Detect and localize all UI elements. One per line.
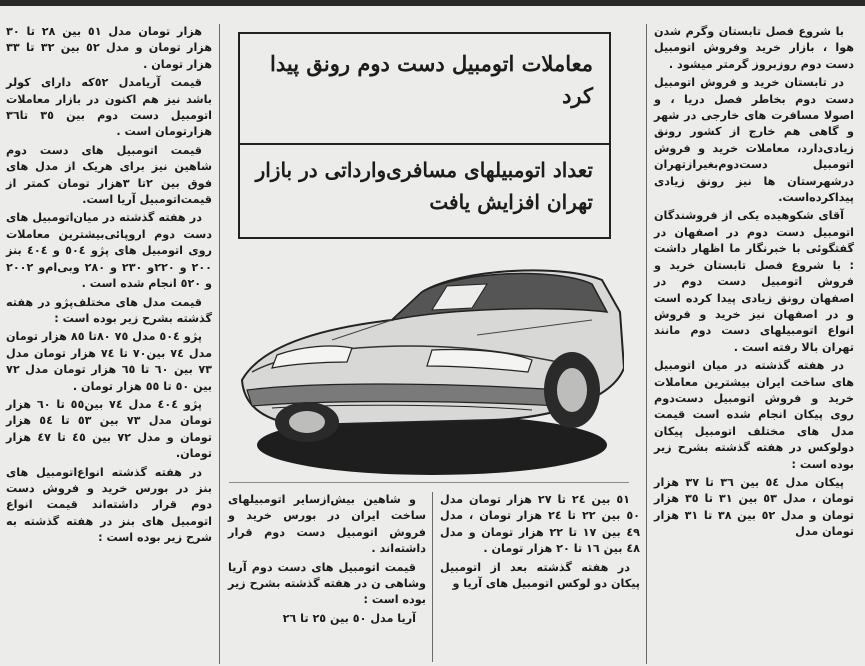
paragraph: قیمت اتومبیل های دست دوم آریا وشاهی ن در هفته گذشته بشرح زیر بوده است : [228,560,426,607]
paragraph: و شاهین بیش‌ازسایر اتومبیلهای ساخت ایران در بورس خرید و فروش اتومبیل دست دوم قرار داشته‌اند . [228,493,426,556]
paragraph: در تابستان خرید و فروش اتومبیل دست دوم بخاطر فصل دریا ، و اصولا مسافرت های خارجی در شهر و گاهی هم خارج از کشور رونق زیادی‌دارد، معاملات خرید و فروش اتومبیل دست‌دوم‌بغیرازتهران درشهرستان ها نیز رونق زیادی پیداکرده‌است. [654,76,854,205]
paragraph: هزار تومان مدل ٥١ بین ٢٨ تا ٣٠ هزار تومان و مدل ٥٢ بین ٣٢ تا ٣٣ هزار تومان . [6,25,213,71]
image-divider [229,482,629,483]
headline-sub: تعداد اتومبیلهای مسافری‌وارداتی در بازار تهران افزایش یافت [255,158,593,214]
paragraph: قیمت آریامدل ٥٢که دارای کولر باشد نیز هم اکنون در بازار معاملات اتومبیل دست دوم بین ٣٥ تا٣٦ هزارتومان است . [6,76,213,139]
article-column-center-left [228,492,426,629]
paragraph: در هفته گذشته در میان‌اتومبیل های دست دوم اروپائی‌بیشترین معاملات روی اتومبیل های پژو ٥٠٤ و ٤٠٤ بنز ٢٠٠ و ٢٢٠و ٢٣٠ و ٢٨٠ وبی‌ام‌و ٢٠٠٢ و ٥٢٠ انجام شده است . [6,211,212,291]
column-rule-center [432,492,433,662]
paragraph: پژو ٥٠٤ مدل ٧٥ ٨٠تا ٨٥ هزار تومان مدل ٧٤ بین٧٠ تا ٧٤ هزار تومان مدل ٧٣ بین ٦٠ تا ٦٥ هزار تومان مدل ٧٢ بین ٥٠ تا ٥٥ هزار تومان . [6,330,212,393]
column-rule-right [646,24,647,664]
paragraph: پیکان مدل ٥٤ بین ٣٦ تا ٣٧ هزار تومان ، مدل ٥٣ بین ٣١ تا ٣٥ هزار تومان و مدل ٥٢ بین ٣٨ تا ٣١ هزار تومان مدل [654,475,855,539]
article-column-right [654,24,854,543]
article-column-left [6,24,212,549]
paragraph: پژو ٤٠٤ مدل ٧٤ بین٥٥ تا ٦٠ هزار تومان مدل ٧٣ بین ٥٣ تا ٥٤ هزار تومان و مدل ٧٢ بین ٤٥ تا ٤٧ هزار تومان. [6,397,213,461]
headline-divider [240,143,609,145]
article-column-center-right [440,492,640,594]
paragraph: قیمت مدل های مختلف‌پژو در هفته گذشته بشرح زیر بوده است : [6,295,212,325]
paragraph: آریا مدل ٥٠ بین ٢٥ تا ٢٦ [282,611,416,625]
top-border [0,0,865,6]
car-illustration [232,250,624,480]
paragraph: در هفته گذشته در میان اتومبیل های ساخت ایران بیشترین معاملات خرید و فروش اتومبیل دست‌دوم روی پیکان انجام شده است قیمت مدل های مختلف اتومبیل پیکان دولوکس در هفته گذشته بشرح زیر بوده است : [654,359,854,471]
paragraph: در هفته گذشته انواع‌اتومبیل های بنز در بورس خرید و فروش دست دوم قرار داشته‌اند قیمت انواع اتومبیل های بنز در هفته گذشته به شرح زیر بوده است : [6,465,212,545]
paragraph: قیمت اتومبیل های دست دوم شاهین نیز برای هریک از مدل های فوق بین ٢تا ٣هزار تومان کمتر از قیمت‌اتومبیل آریا است. [6,143,213,207]
headline-main: معاملات اتومبیل دست دوم رونق پیدا کرد [270,51,593,108]
headline-box [238,32,611,239]
paragraph: در هفته گذشته بعد از اتومبیل پیکان دو لوکس اتومبیل های آریا و [440,560,640,591]
paragraph: با شروع فصل تابستان وگرم شدن هوا ، بازار خرید وفروش اتومبیل دست دوم روزبروز گرمتر میشود . [654,25,854,71]
paragraph: ٥١ بین ٢٤ تا ٢٧ هزار تومان مدل ٥٠ بین ٢٢ تا ٢٤ هزار تومان ، مدل ٤٩ بین ١٧ تا ٢٢ هزار تومان و مدل ٤٨ بین ١٦ تا ٢٠ هزار تومان . [440,493,641,556]
column-rule-left [219,24,220,664]
paragraph: آقای شکوهیده یکی از فروشندگان اتومبیل دست دوم در اصفهان در گفتگوئی با خبرنگار ما اظهار داشت : با شروع فصل تابستان خرید و فروش اتومبیل دست دوم در اصفهان رونق زیادی پیدا کرده است و در اصفهان نیز خرید و فروش انواع اتومبیلهای دست دوم مانند تهران بالا رفته است . [654,209,854,354]
